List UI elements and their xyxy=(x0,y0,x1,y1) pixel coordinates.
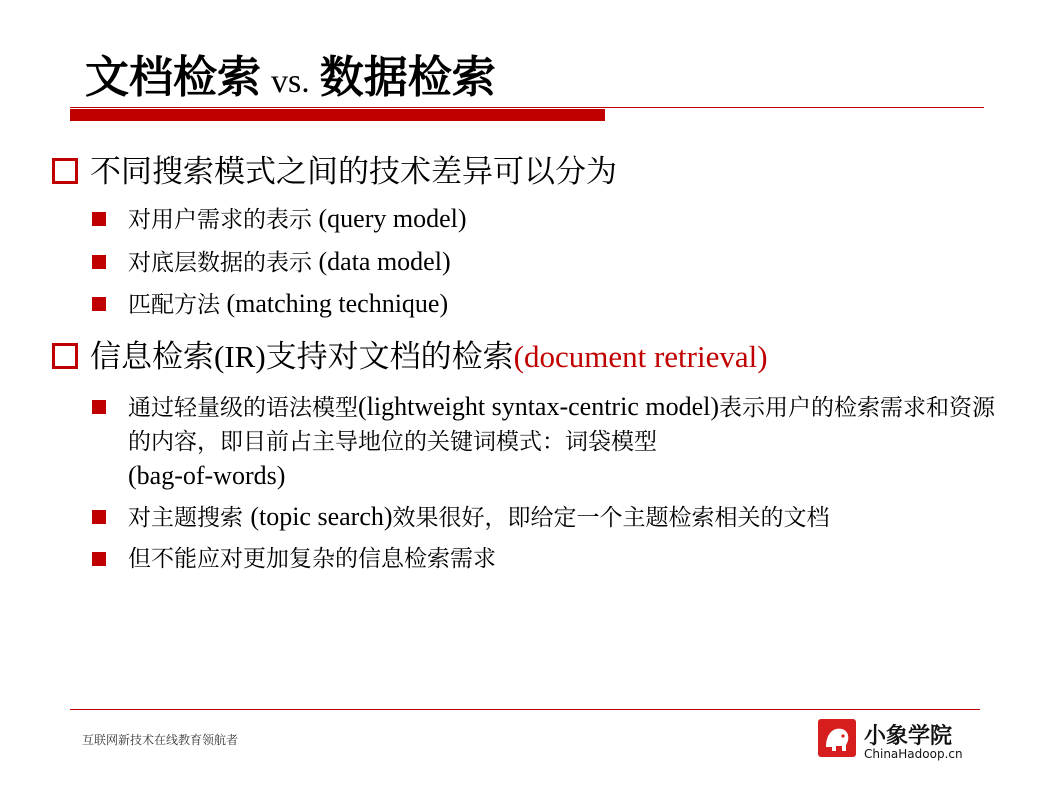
title-vs: vs. xyxy=(271,63,310,100)
section-1-heading: 不同搜索模式之间的技术差异可以分为 xyxy=(52,152,617,192)
title-left: 文档检索 xyxy=(85,52,261,103)
logo-subtitle: ChinaHadoop.cn xyxy=(864,747,963,761)
footer-tagline: 互联网新技术在线教育领航者 xyxy=(82,733,239,747)
list-item: 匹配方法 (matching technique) xyxy=(92,287,1007,322)
section-2-heading: 信息检索(IR)支持对文档的检索(document retrieval) xyxy=(52,337,768,377)
square-bullet-icon xyxy=(92,510,106,524)
square-bullet-icon xyxy=(92,255,106,269)
logo-title: 小象学院 xyxy=(864,724,953,749)
slide-title xyxy=(85,48,496,108)
square-bullet-icon xyxy=(92,552,106,566)
list-item: 通过轻量级的语法模型(lightweight syntax-centric model)表示用户的检索需求和资源的内容，即目前占主导地位的关键词模式：词袋模型 (bag-of-words) xyxy=(92,390,1007,494)
title-right: 数据检索 xyxy=(319,52,496,103)
footer-divider xyxy=(70,709,980,710)
square-bullet-icon xyxy=(92,297,106,311)
hollow-square-bullet-icon xyxy=(52,343,78,369)
square-bullet-icon xyxy=(92,212,106,226)
list-item: 但不能应对更加复杂的信息检索需求 xyxy=(92,542,1007,576)
title-divider xyxy=(70,107,984,108)
list-item: 对用户需求的表示 (query model) xyxy=(92,202,1007,237)
brand-logo xyxy=(818,719,988,765)
list-item: 对底层数据的表示 (data model) xyxy=(92,245,1007,280)
list-item: 对主题搜索 (topic search)效果很好，即给定一个主题检索相关的文档 xyxy=(92,500,1007,535)
square-bullet-icon xyxy=(92,400,106,414)
title-accent-bar xyxy=(70,109,605,121)
elephant-logo-icon xyxy=(818,719,856,757)
hollow-square-bullet-icon xyxy=(52,158,78,184)
